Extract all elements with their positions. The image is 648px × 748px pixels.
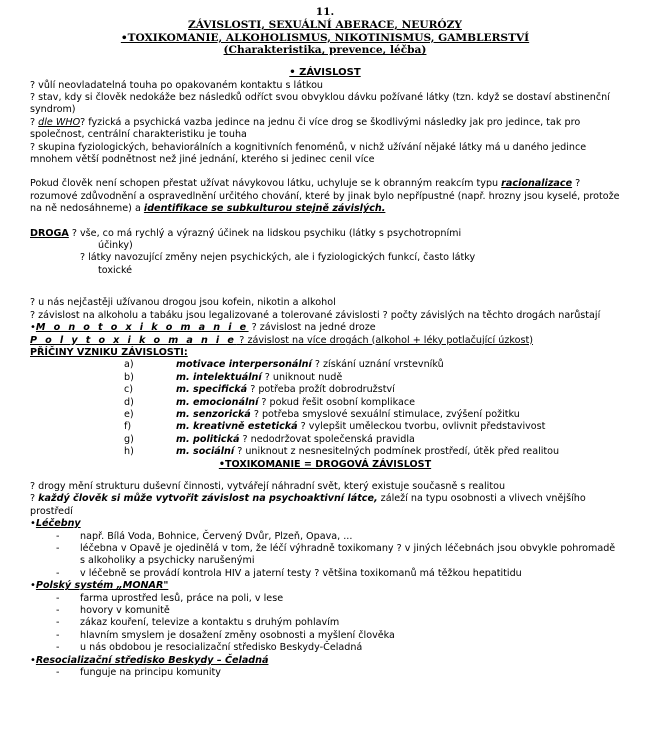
list-item-text: v léčebně se provádí kontrola HIV a jaterní testy ? většina toxikomanů má těžkou hepatitidu [80,567,522,579]
cause-label: motivace interpersonální [176,359,312,371]
list-item [30,642,620,654]
poly-line [30,335,620,347]
tox-2-pre: ? [30,493,39,505]
cause-item [30,409,620,421]
cause-letter: c) [124,384,134,396]
cause-letter: g) [124,433,134,445]
monar-list [30,593,620,655]
tox-line-2 [30,493,620,518]
cause-letter: f) [124,421,132,433]
section-title-zavislost: • ZÁVISLOST [289,67,361,79]
cause-text: ? pokud řešit osobní komplikace [258,396,416,408]
cause-letter: a) [124,359,134,371]
mono-label: M o n o t o x i k o m a n i e [35,322,249,334]
lecebny-list [30,531,620,581]
def-1: ? vůlí neovladatelná touha po opakovaném kontaktu s látkou [30,79,324,91]
list-item [30,630,620,642]
beskydy-title: Resocializační středisko Beskydy – Čeladná [35,654,269,666]
cause-item [30,372,620,384]
cause-label: m. kreativně estetická [176,421,298,433]
monar-bullet: • [30,580,36,592]
list-item-text: např. Bílá Voda, Bohnice, Červený Dvůr, Plzeň, Opava, ... [80,530,353,542]
fact-1: ? u nás nejčastěji užívanou drogou jsou kofein, nikotin a alkohol [30,297,336,309]
header-line3: (Charakteristika, prevence, léčba) [223,44,427,57]
causes-list [30,359,620,458]
def-3 [30,117,620,142]
dash-mark: - [56,530,60,542]
def-2: ? stav, kdy si člověk nedokáže bez následků odříct svou obvyklou dávku požívané látky (tzn. když se dostaví abstinenční syndrom) [30,92,610,116]
cause-text: ? nedodržovat společenská pravidla [239,433,415,445]
mono-bullet: • [30,322,36,334]
def-3-pre: ? [30,116,39,128]
cause-label: m. intelektuální [176,371,262,383]
cause-item [30,446,620,458]
list-item-text: hlavním smyslem je dosažení změny osobnosti a myšlení člověka [80,629,395,641]
list-item [30,593,620,605]
cause-item [30,397,620,409]
dash-mark: - [56,543,60,554]
list-item-text: u nás obdobou je resocializační středisko Beskydy-Čeladná [80,642,363,654]
header-line2: •TOXIKOMANIE, ALKOHOLISMUS, NIKOTINISMUS, GAMBLERSTVÍ [120,31,530,44]
document-page [30,6,620,679]
para-racionalizace: racionalizace [501,178,573,190]
def-4: ? skupina fyziologických, behaviorálních a kognitivních fenoménů, v nichž užívání nějaké látky má u daného jedince mnohem větší podnětnost než jiné jednání, kterého si jedinec cenil více [30,141,587,166]
cause-text: ? potřeba prožít dobrodružství [247,384,395,396]
cause-label: m. senzorická [176,408,251,420]
dash-mark: - [56,617,60,629]
dash-mark: - [56,605,60,617]
dash-mark: - [56,592,60,604]
list-item-text: farma uprostřed lesů, práce na poli, v lese [80,592,284,604]
para-pre: Pokud člověk není schopen přestat užívat návykovou látku, uchyluje se k obranným reakcím typu [30,178,502,190]
cause-letter: e) [124,408,134,420]
toxikomanie-title: •TOXIKOMANIE = DROGOVÁ ZÁVISLOST [218,458,432,470]
fact-2: ? závislost na alkoholu a tabáku jsou legalizované a tolerované závislosti ? počty závislých na těchto drogách narůstají [30,309,601,321]
list-item-text: hovory v komunitě [80,605,170,617]
list-item [30,543,620,568]
causes-title: PŘÍČINY VZNIKU ZÁVISLOSTI: [30,346,188,358]
def-3-who: dle WHO [38,116,81,128]
cause-item [30,421,620,433]
lecebny-bullet: • [30,518,36,530]
list-item-text: zákaz kouření, televize a kontaktu s druhým pohlavím [80,617,340,629]
list-item-text: léčebna v Opavě je ojedinělá v tom, že léčí výhradně toxikomany ? v jiných léčebnách jsou obvykle pohromadě s alkoholiky a psychicky narušenými [80,543,616,567]
droga-line2b: toxické [98,264,133,276]
lecebny-heading [30,518,620,530]
dash-mark: - [56,567,60,579]
cause-item [30,384,620,396]
tox-2-post: záleží na typu osobnosti a vlivech vnějšího prostředí [30,493,586,517]
cause-text: ? uniknout z nesnesitelných podmínek prostředí, útěk před realitou [234,446,560,458]
cause-letter: b) [124,371,134,383]
poly-label: P o l y t o x i k o m a n i e [30,334,237,346]
droga-line1b: účinky) [98,240,133,252]
list-item [30,568,620,580]
def-3-post: ? fyzická a psychická vazba jedince na jednu či více drog se škodlivými následky jak pro jedince, tak pro společnost, centrální charakteristiku je touha [30,116,581,141]
cause-text: ? získání uznání vrstevníků [311,359,444,371]
list-item [30,667,620,679]
mono-text: ? závislost na jedné droze [248,322,376,334]
header-line1: ZÁVISLOSTI, SEXUÁLNÍ ABERACE, NEURÓZY [188,18,462,31]
cause-label: m. emocionální [176,396,259,408]
cause-text: ? potřeba smyslové sexuální stimulace, zvýšení požitku [250,408,520,420]
lesson-number: 11. [315,6,335,18]
monar-title: Polský systém „MONAR" [35,580,169,592]
cause-item [30,434,620,446]
paragraph-racionalizace [30,178,620,215]
list-item [30,617,620,629]
lecebny-title: Léčebny [35,518,81,530]
cause-letter: d) [124,396,134,408]
cause-label: m. politická [176,433,240,445]
para-mid: ? rozumové zdůvodnění a ospravedlnění určitého chování, které by jinak bylo nepřípustné (např. hrozny jsou kyselé, protože na ně nedosáhneme) a [30,178,620,215]
droga-label: DROGA [30,227,69,239]
list-item [30,531,620,543]
dash-mark: - [56,642,60,654]
list-item [30,605,620,617]
poly-text: ? závislost na více drogách (alkohol + léky potlačující úzkost) [236,334,533,346]
cause-label: m. sociální [176,446,235,458]
cause-letter: h) [124,446,134,458]
cause-label: m. specifická [176,384,248,396]
cause-text: ? vylepšit uměleckou tvorbu, ovlivnit představivost [297,421,546,433]
droga-line2a: ? látky navozující změny nejen psychických, ale i fyziologických funkcí, často látky [80,252,476,264]
tox-2-bold: každý člověk si může vytvořit závislost na psychoaktivní látce, [38,493,378,505]
droga-line1a: ? vše, co má rychlý a výrazný účinek na lidskou psychiku (látky s psychotropními [68,227,462,239]
monar-heading [30,580,620,592]
cause-text: ? uniknout nudě [261,371,343,383]
beskydy-heading [30,655,620,667]
list-item-text: funguje na principu komunity [80,667,221,679]
beskydy-list [30,667,620,679]
tox-line-1: ? drogy mění strukturu duševní činnosti, vytvářejí náhradní svět, který existuje současně s realitou [30,480,506,492]
beskydy-bullet: • [30,654,36,666]
dash-mark: - [56,667,60,679]
mono-line [30,322,620,334]
cause-item [30,359,620,371]
para-identifikace: identifikace se subkulturou stejně závislých. [143,203,386,215]
droga-line1 [30,228,620,240]
dash-mark: - [56,629,60,641]
